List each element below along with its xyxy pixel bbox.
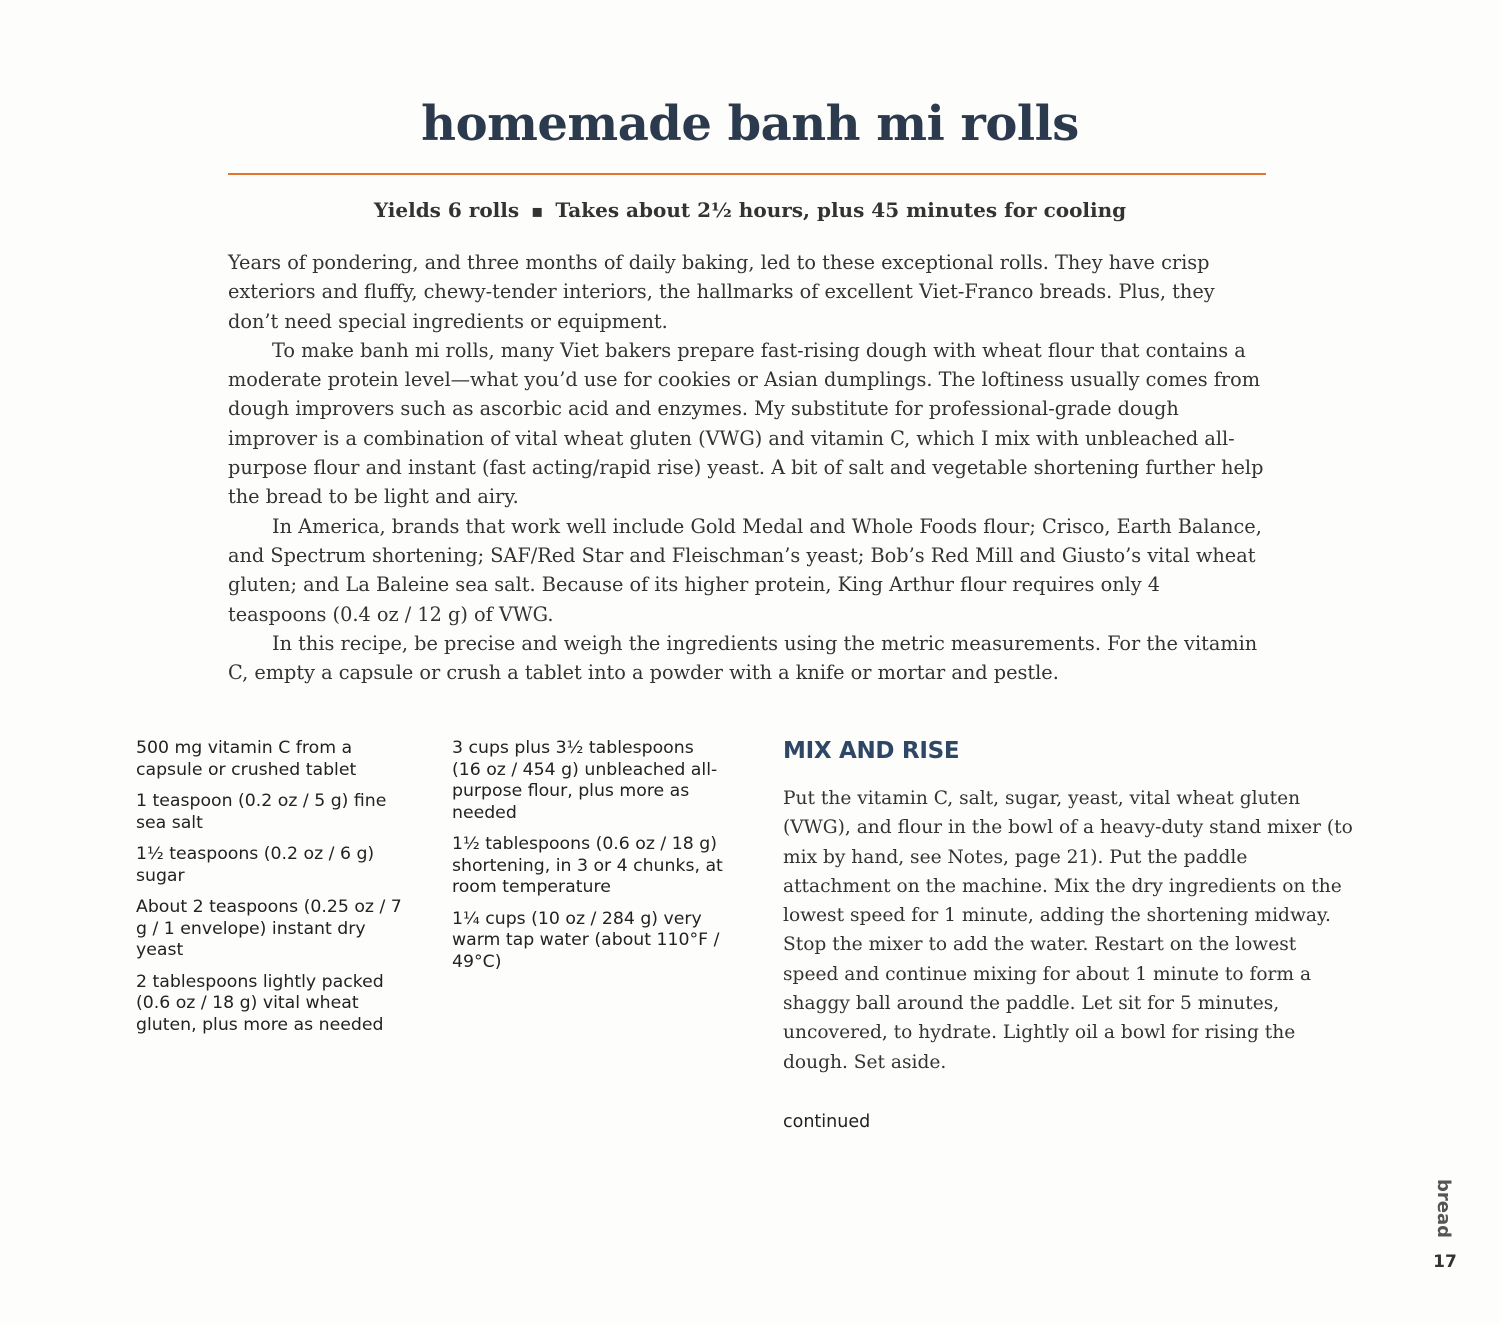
method-heading: MIX AND RISE (783, 738, 960, 764)
ingredient-item: 1¼ cups (10 oz / 284 g) very warm tap water (about 110°F / 49°C) (452, 908, 720, 972)
ingredient-item: 2 tablespoons lightly packed (0.6 oz / 18 g) vital wheat gluten, plus more as needed (136, 971, 384, 1035)
method-section (783, 738, 1353, 1077)
recipe-title: homemade banh mi rolls (421, 96, 1079, 152)
intro-paragraph: In this recipe, be precise and weigh the ingredients using the metric measurements. For the vitamin C, empty a capsule or crush a tablet into a powder with a knife or mortar and pestle. (228, 631, 1258, 685)
ingredients-column-right (452, 738, 724, 983)
ingredient-item: 3 cups plus 3½ tablespoons (16 oz / 454 g) unbleached all-purpose flour, plus more as needed (452, 738, 718, 823)
ingredient-item: 500 mg vitamin C from a capsule or crushed tablet (136, 738, 357, 780)
ingredient-item: 1½ teaspoons (0.2 oz / 6 g) sugar (136, 844, 375, 886)
title-divider (228, 173, 1266, 175)
intro-text (228, 248, 1264, 687)
yield-servings: Yields 6 rolls (373, 198, 520, 222)
page-number: 17 (1433, 1252, 1457, 1272)
yield-line (0, 198, 1500, 222)
intro-paragraph: To make banh mi rolls, many Viet bakers prepare fast-rising dough with wheat flour that contains a moderate protein level—what you’d use for cookies or Asian dumplings. The loftiness usually comes from dough improvers such as ascorbic acid and enzymes. My substitute for professional-grade dough improver is a combination of vital wheat gluten (VWG) and vitamin C, which I mix with unbleached all-purpose flour and instant (fast acting/rapid rise) yeast. A bit of salt and vegetable shortening further help the bread to be light and airy. (228, 338, 1264, 509)
section-tab: bread (1433, 1179, 1454, 1239)
ingredient-item: 1½ tablespoons (0.6 oz / 18 g) shortening, in 3 or 4 chunks, at room temperature (452, 834, 723, 897)
intro-paragraph: In America, brands that work well include Gold Medal and Whole Foods flour; Crisco, Earth Balance, and Spectrum shortening; SAF/Red Star and Fleischman’s yeast; Bob’s Red Mill and Giusto’s vital wheat gluten; and La Baleine sea salt. Because of its higher protein, King Arthur flour requires only 4 teaspoons (0.4 oz / 12 g) of VWG. (228, 514, 1262, 626)
method-text: Put the vitamin C, salt, sugar, yeast, vital wheat gluten (VWG), and flour in the bowl of a heavy-duty stand mixer (to mix by hand, see Notes, page 21). Put the paddle attachment on the machine. Mix the dry ingredients on the lowest speed for 1 minute, adding the shortening midway. Stop the mixer to add the water. Restart on the lowest speed and continue mixing for about 1 minute to form a shaggy ball around the paddle. Let sit for 5 minutes, uncovered, to hydrate. Lightly oil a bowl for rising the dough. Set aside. (783, 788, 1353, 1073)
intro-paragraph: Years of pondering, and three months of daily baking, led to these exceptional rolls. They have crisp exteriors and fluffy, chewy-tender interiors, the hallmarks of excellent Viet-Franco breads. Plus, they don’t need special ingredients or equipment. (228, 251, 1215, 333)
ingredients-column-left (136, 738, 408, 1046)
ingredient-item: About 2 teaspoons (0.25 oz / 7 g / 1 envelope) instant dry yeast (136, 897, 402, 960)
continued-label: continued (783, 1112, 871, 1132)
yield-separator: ▪ (531, 201, 544, 222)
yield-time: Takes about 2½ hours, plus 45 minutes for cooling (555, 198, 1127, 222)
ingredient-item: 1 teaspoon (0.2 oz / 5 g) fine sea salt (136, 791, 387, 833)
